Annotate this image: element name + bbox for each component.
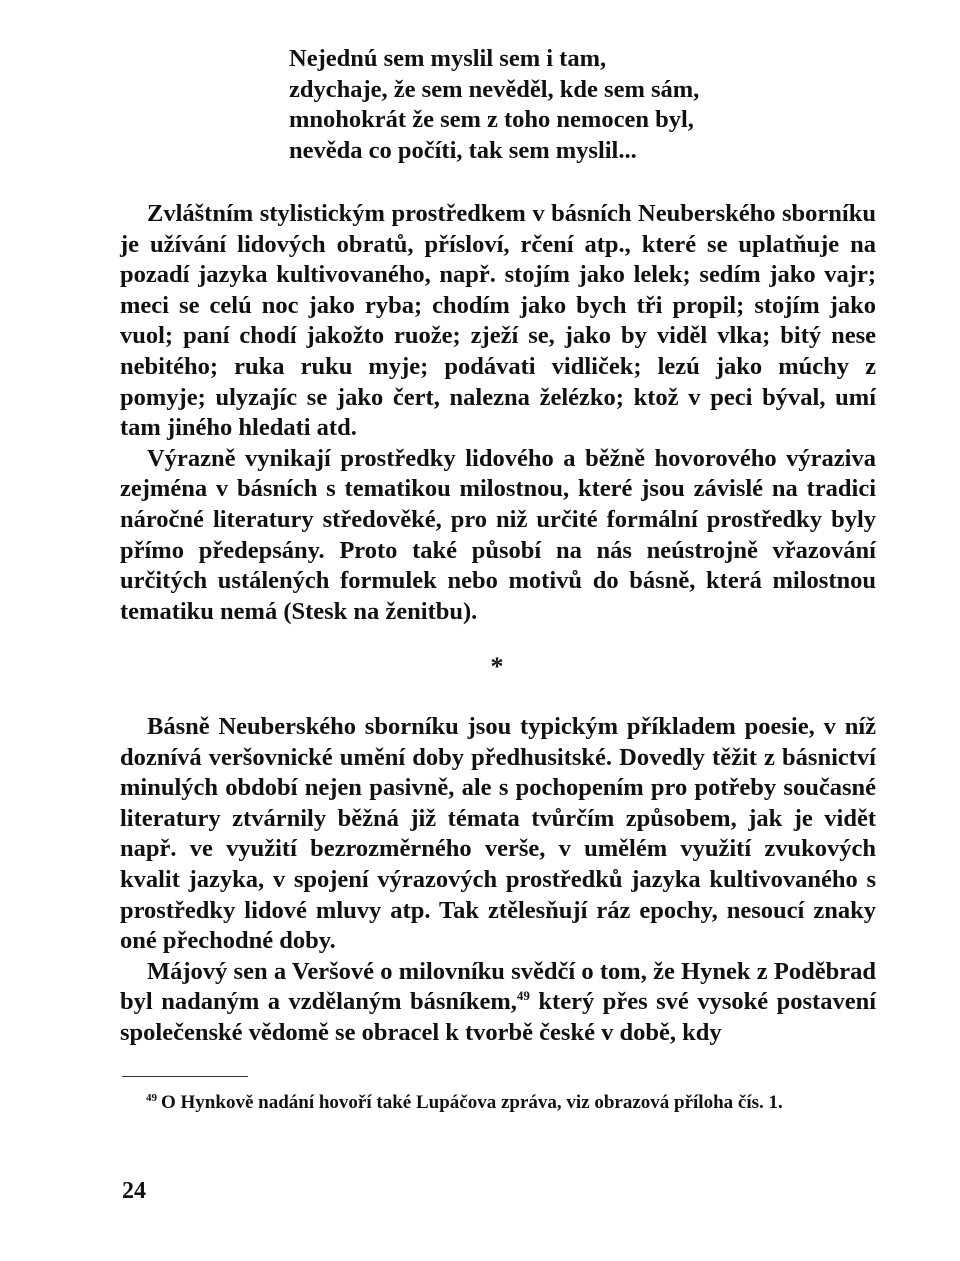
verse-line: zdychaje, že sem nevěděl, kde sem sám, [289, 75, 700, 103]
paragraph-hynek-text-end: který přes své vysoké postavení společenské vědomě se obracel k tvorbě české v době, kdy [120, 988, 876, 1046]
page-number: 24 [122, 1178, 146, 1204]
section-separator: * [490, 652, 504, 681]
verse-line: Nejednú sem myslil sem i tam, [289, 45, 607, 72]
verse-line: mnohokrát že sem z toho nemocen byl, [289, 106, 694, 133]
paragraph-hynek [120, 957, 876, 1049]
verse-line: nevěda co počíti, tak sem myslil... [289, 136, 637, 164]
paragraph-love-poems: Výrazně vynikají prostředky lidového a běžně hovorového výraziva zejména v básních s tematikou milostnou, které jsou závislé na tradici náročné literatury středověké, pro niž určité formální prostředky byly přímo předepsány. Proto také působí na nás neústrojně vřazování určitých ustálených formulek nebo motivů do básně, která milostnou tematiku nemá (Stesk na ženitbu). [120, 444, 876, 625]
footnote-reference[interactable]: 49 [516, 988, 530, 1004]
body-section-upper [120, 199, 876, 627]
footnote-divider [122, 1076, 248, 1077]
paragraph-idioms: Zvláštním stylistickým prostředkem v básních Neuberského sborníku je užívání lidových obratů, přísloví, rčení atp., které se uplatňuje na pozadí jazyka kultivovaného, např. stojím jako lelek; sedím jako vajr; meci se celú noc jako ryba; chodím jako bych tři propil; stojím jako vuol; paní chodí jakožto ruože; zježí se, jako by viděl vlka; bitý nese nebitého; ruka ruku myje; podávati vidliček; lezú jako múchy z pomyje; ulyzajíc se jako čert, nalezna želézko; ktož v peci býval, umí tam jiného hledati atd. [120, 200, 876, 442]
verse-quote [289, 44, 849, 166]
paragraph-neuberg-collection: Básně Neuberského sborníku jsou typickým příkladem poesie, v níž doznívá veršovnické umění doby předhusitské. Dovedly těžit z básnictví minulých období nejen pasivně, ale s pochopením pro potřeby současné literatury ztvárnily běžná již témata tvůrčím způsobem, jak je vidět např. ve využití bezrozměrného verše, v umělém využití zvukových kvalit jazyka, v spojení výrazových prostředků jazyka kultivovaného s prostředky lidové mluvy atp. Tak ztělesňují ráz epochy, nesoucí znaky oné přechodné doby. [120, 713, 876, 955]
footnote-text: O Hynkově nadání hovoří také Lupáčova zpráva, viz obrazová příloha čís. 1. [161, 1092, 783, 1113]
footnote-number: 49 [146, 1091, 157, 1104]
paragraph-hynek-text-start: Májový sen a Veršové o milovníku svědčí o tom, že Hynek z Poděbrad byl nadaným a vzdělaným básníkem, [120, 957, 876, 1016]
footnote [146, 1090, 886, 1116]
body-section-lower [120, 712, 876, 1049]
